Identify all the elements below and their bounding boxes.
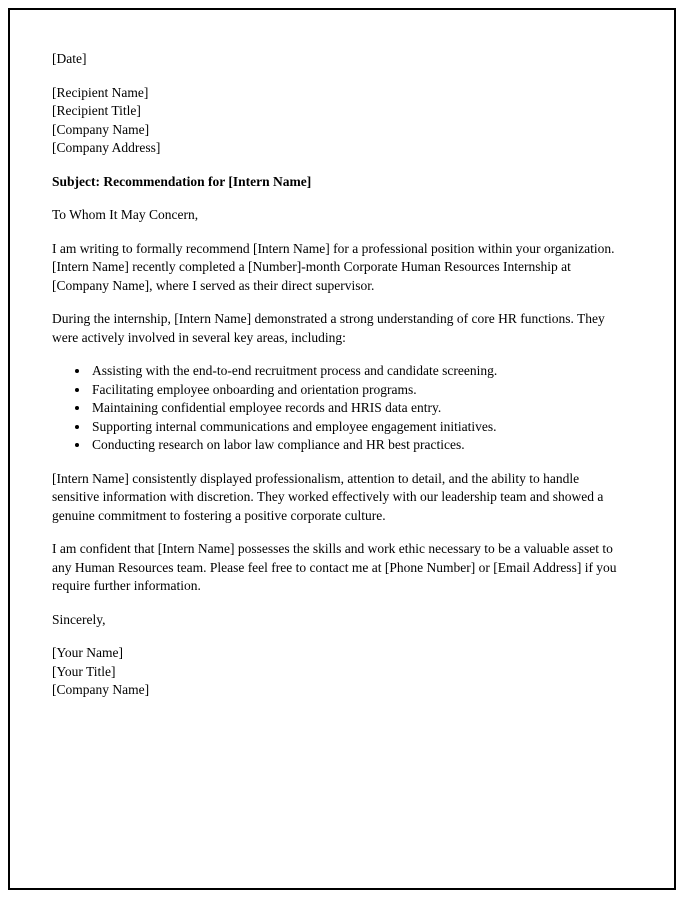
recipient-block	[52, 84, 628, 158]
paragraph-professionalism: [Intern Name] consistently displayed professionalism, attention to detail, and the ability to handle sensitive information with discretion. They worked effectively with our leadership team and showed a genuine commitment to fostering a positive corporate culture.	[52, 470, 604, 523]
recipient-title: [Recipient Title]	[52, 103, 141, 118]
paragraph-endorsement: I am confident that [Intern Name] possesses the skills and work ethic necessary to be a valuable asset to any Human Resources team. Please feel free to contact me at [Phone Number] or [Email Address] if you require further information.	[52, 541, 617, 593]
letter-document	[8, 8, 676, 890]
closing-line: Sincerely,	[52, 611, 106, 627]
recipient-name: [Recipient Name]	[52, 84, 149, 100]
subject-line: Subject: Recommendation for [Intern Name]	[52, 173, 312, 189]
list-item: • Facilitating employee onboarding and orientation programs.	[90, 381, 628, 400]
key-areas-list	[52, 362, 628, 455]
list-item: • Maintaining confidential employee records and HRIS data entry.	[90, 399, 628, 418]
recipient-address: [Company Address]	[52, 140, 161, 155]
salutation: To Whom It May Concern,	[52, 207, 199, 222]
paragraph-internship-overview: During the internship, [Intern Name] demonstrated a strong understanding of core HR functions. They were actively involved in several key areas, including:	[52, 311, 605, 345]
signature-name: [Your Name]	[52, 645, 123, 660]
list-item: • Supporting internal communications and employee engagement initiatives.	[90, 418, 628, 437]
signature-title: [Your Title]	[52, 663, 116, 679]
signature-block	[52, 644, 628, 700]
paragraph-introduction: I am writing to formally recommend [Intern Name] for a professional position within your organization. [Intern Name] recently completed a [Number]-month Corporate Human Resources Internship at [Company Name], where I served as their direct supervisor.	[52, 240, 615, 293]
recipient-company: [Company Name]	[52, 121, 150, 137]
list-item: • Assisting with the end-to-end recruitment process and candidate screening.	[90, 362, 628, 381]
date-block	[52, 50, 628, 69]
signature-company: [Company Name]	[52, 682, 150, 697]
list-item: • Conducting research on labor law compliance and HR best practices.	[90, 436, 628, 455]
date-line: [Date]	[52, 51, 87, 66]
